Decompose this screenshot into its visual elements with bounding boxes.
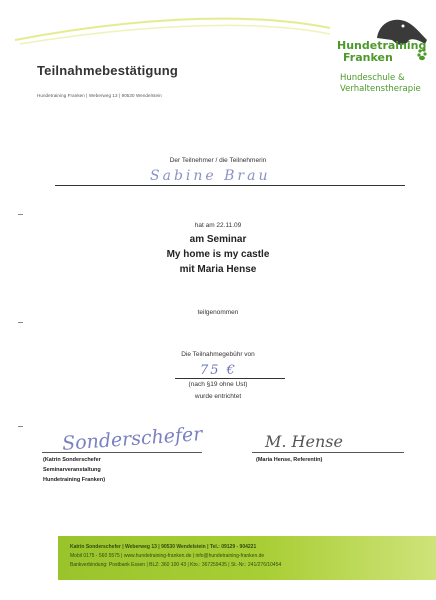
logo-title <box>337 40 427 64</box>
logo-title-line2: Franken <box>343 51 393 64</box>
right-signature: M. Hense <box>265 432 343 451</box>
footer-line2: Mobil 0175 - 560 5575 | www.hundetraining-franken.de | info@hundetraining-franken.de <box>70 553 265 559</box>
left-signature: Sonderschefer <box>61 423 204 455</box>
participant-name-line <box>55 185 405 186</box>
fee-label: Die Teilnahmegebühr von <box>181 351 255 358</box>
footer-line3: Bankverbindung: Postbank Essen | BLZ: 360 100 43 | Kto.: 367259435 | St.-Nr.: 241/276/10454 <box>70 562 282 568</box>
participant-name-handwritten: Sabine Brau <box>150 168 271 184</box>
left-signer-name: (Katrin Sonderschefer <box>43 457 101 463</box>
participated-text: teilgenommen <box>197 309 239 316</box>
left-signature-caption <box>43 455 105 485</box>
sender-address: Hundetraining Franken | Weberweg 13 | 90530 Wendelstein <box>37 93 162 98</box>
margin-tick <box>18 426 23 427</box>
footer-line1: Katrin Sonderschefer | Weberweg 13 | 90530 Wendelstein | Tel.: 09129 - 904221 <box>70 544 257 550</box>
logo-subtitle-line2: Verhaltenstherapie <box>340 84 421 94</box>
logo-subtitle <box>340 73 435 95</box>
margin-tick <box>18 322 23 323</box>
margin-tick <box>18 214 23 215</box>
logo-title-line1: Hundetraining <box>337 39 427 52</box>
logo-subtitle-line1: Hundeschule & <box>340 73 405 83</box>
seminar-line2: My home is my castle <box>166 249 270 260</box>
fee-paid-text: wurde entrichtet <box>194 393 242 400</box>
left-signer-org: Hundetraining Franken) <box>43 477 106 483</box>
fee-note: (nach §19 ohne Ust) <box>188 381 248 388</box>
seminar-line1: am Seminar <box>189 234 247 245</box>
fee-amount-handwritten: 75 € <box>200 363 237 378</box>
right-signer-name: (Maria Hense, Referentin) <box>256 457 323 463</box>
page-title: Teilnahmebestätigung <box>37 63 178 78</box>
fee-line <box>175 378 285 379</box>
left-signer-role: Seminarveranstaltung <box>43 467 101 473</box>
seminar-line3: mit Maria Hense <box>179 264 257 275</box>
seminar-date: hat am 22.11.09 <box>194 222 242 229</box>
left-signature-line <box>42 452 202 453</box>
right-signature-line <box>252 452 404 453</box>
participant-label: Der Teilnehmer / die Teilnehmerin <box>169 157 267 164</box>
